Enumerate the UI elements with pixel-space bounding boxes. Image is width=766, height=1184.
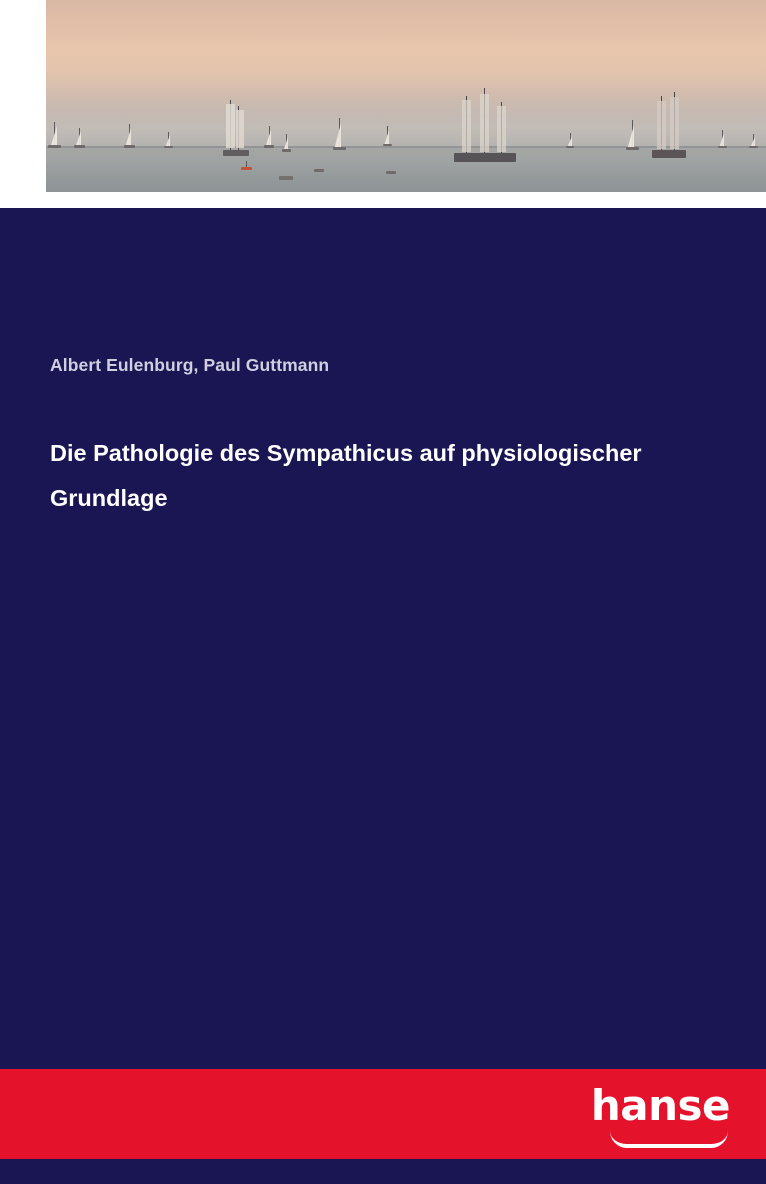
publisher-logo: hanse — [590, 1081, 730, 1130]
cover-body — [0, 208, 766, 1184]
ship-silhouette — [164, 132, 174, 148]
cover-photo — [46, 0, 766, 192]
cover-bottom-strip — [0, 1159, 766, 1184]
ship-silhouette — [454, 88, 516, 162]
ship-silhouette — [282, 134, 292, 152]
ship-silhouette — [652, 92, 686, 158]
ship-silhouette — [566, 133, 575, 148]
ship-silhouette — [48, 122, 62, 148]
ship-silhouette — [333, 118, 347, 150]
ship-silhouette — [749, 134, 759, 148]
publisher-logo-swoosh-icon — [610, 1131, 728, 1148]
ship-silhouette — [718, 130, 728, 148]
boat-silhouette — [241, 160, 253, 170]
ship-silhouette — [223, 98, 249, 156]
ship-silhouette — [383, 126, 393, 146]
cover-footer-band — [0, 1069, 766, 1159]
boat-silhouette — [386, 166, 396, 174]
cover-top-band — [0, 0, 766, 208]
ship-silhouette — [264, 126, 275, 148]
boat-silhouette — [279, 172, 293, 180]
ship-silhouette — [124, 124, 136, 148]
ship-silhouette — [626, 120, 640, 150]
boat-silhouette — [314, 164, 324, 172]
book-title: Die Pathologie des Sympathicus auf physiologischer Grundlage — [50, 440, 642, 511]
book-authors: Albert Eulenburg, Paul Guttmann — [50, 355, 330, 375]
ship-silhouette — [74, 128, 86, 148]
